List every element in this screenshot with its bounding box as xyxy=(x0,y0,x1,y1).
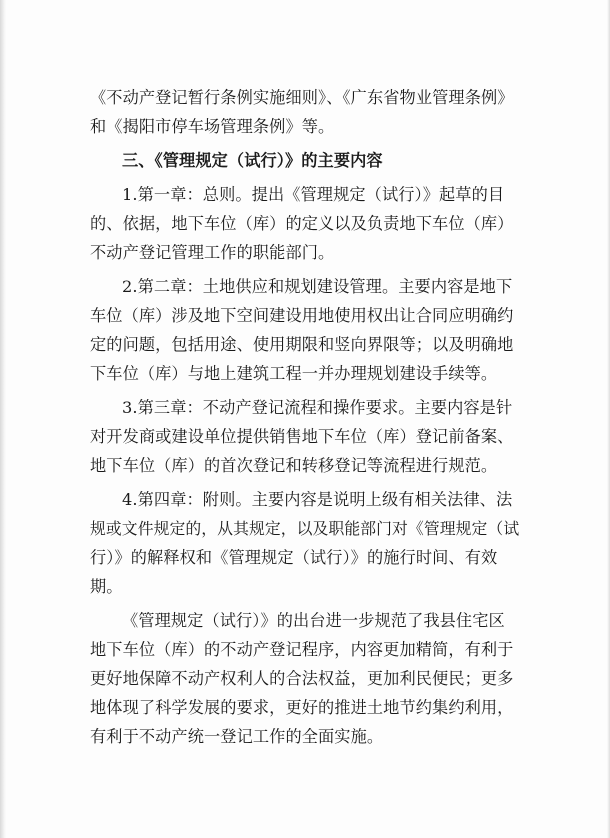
conclusion-line: 更好地保障不动产权利人的合法权益，更加利民便民；更多 xyxy=(90,669,514,688)
paragraph-1-line: 的、依据，地下车位（库）的定义以及负责地下车位（库） xyxy=(90,214,514,233)
paragraph-4-line: 规或文件规定的，从其规定，以及职能部门对《管理规定（试 xyxy=(90,519,520,538)
paragraph-4-line: 行）》的解释权和《管理规定（试行）》的施行时间、有效 xyxy=(90,548,498,567)
paragraph-2-line: 定的问题，包括用途、使用期限和竖向界限等；以及明确地 xyxy=(90,335,514,354)
conclusion-line: 地下车位（库）的不动产登记程序，内容更加精简，有利于 xyxy=(90,640,514,659)
section-heading: 三、《管理规定（试行）》的主要内容 xyxy=(122,151,383,170)
conclusion-line: 《管理规定（试行）》的出台进一步规范了我县住宅区 xyxy=(122,611,505,630)
body-line: 《不动产登记暂行条例实施细则》、《广东省物业管理条例》 xyxy=(90,88,514,107)
paragraph-2-line: 车位（库）涉及地下空间建设用地使用权出让合同应明确约 xyxy=(90,306,514,325)
paragraph-3-line: 3.第三章：不动产登记流程和操作要求。主要内容是针 xyxy=(122,398,513,417)
paragraph-1-line: 不动产登记管理工作的职能部门。 xyxy=(90,243,335,262)
paragraph-3-line: 对开发商或建设单位提供销售地下车位（库）登记前备案、 xyxy=(90,427,514,446)
paragraph-2-line: 2.第二章：土地供应和规划建设管理。主要内容是地下 xyxy=(122,277,513,296)
paragraph-1-line: 1.第一章：总则。提出《管理规定（试行）》起草的目 xyxy=(122,185,505,204)
conclusion-line: 有利于不动产统一登记工作的全面实施。 xyxy=(90,727,384,746)
body-line: 和《揭阳市停车场管理条例》等。 xyxy=(90,117,335,136)
conclusion-line: 地体现了科学发展的要求，更好的推进土地节约集约利用， xyxy=(90,698,514,717)
scan-edge-left xyxy=(0,0,6,838)
paragraph-4-line: 期。 xyxy=(90,577,123,596)
paragraph-2-line: 下车位（库）与地上建筑工程一并办理规划建设手续等。 xyxy=(90,364,498,383)
paragraph-4-line: 4.第四章：附则。主要内容是说明上级有相关法律、法 xyxy=(122,490,513,509)
paragraph-3-line: 地下车位（库）的首次登记和转移登记等流程进行规范。 xyxy=(90,456,498,475)
